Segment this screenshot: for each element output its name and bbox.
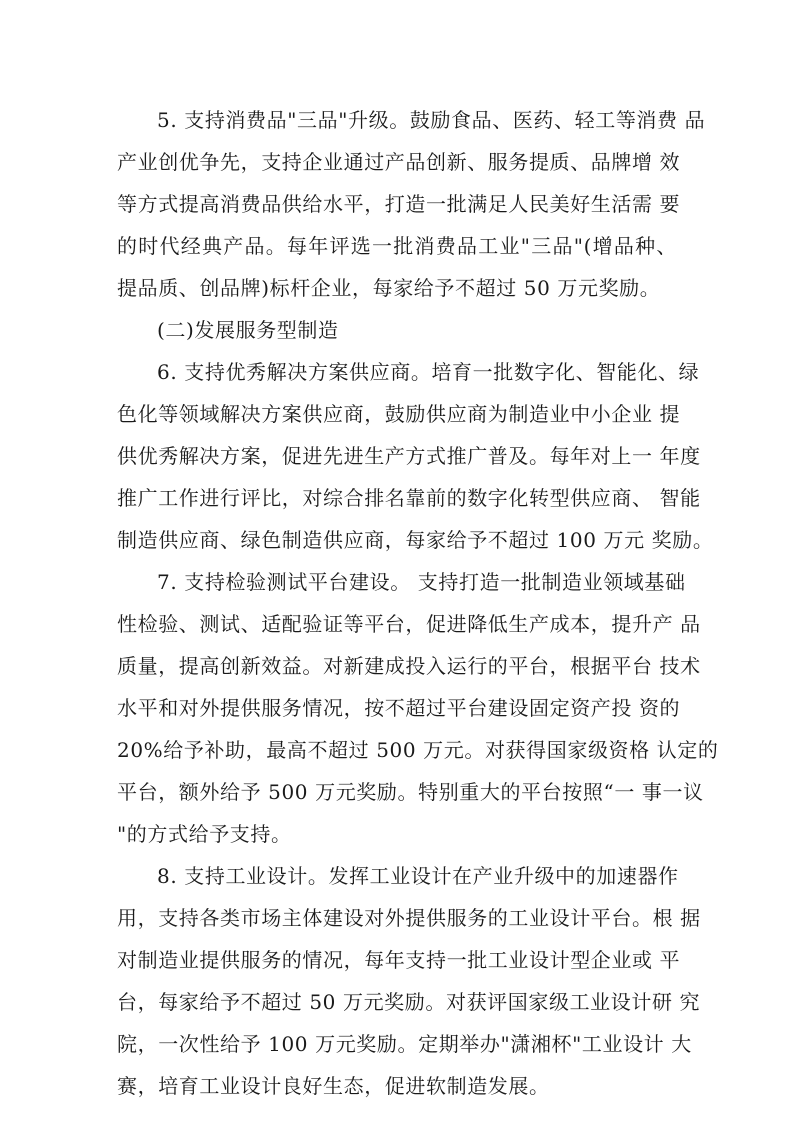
paragraph-5-line-1: 5. 支持消费品"三品"升级。鼓励食品、医药、轻工等消费 品 — [157, 108, 706, 132]
paragraph-8-line-5: 院，一次性给予 100 万元奖励。定期举办"潇湘杯"工业设计 大 — [117, 1032, 692, 1056]
paragraph-7-line-7: "的方式给予支持。 — [117, 822, 292, 846]
paragraph-6-line-1: 6. 支持优秀解决方案供应商。培育一批数字化、智能化、绿 — [157, 360, 700, 384]
paragraph-5-line-5: 提品质、创品牌)标杆企业，每家给予不超过 50 万元奖励。 — [117, 276, 661, 300]
paragraph-6-line-3: 供优秀解决方案，促进先进生产方式推广普及。每年对上一 年度 — [117, 444, 701, 468]
paragraph-5-line-2: 产业创优争先，支持企业通过产品创新、服务提质、品牌增 效 — [117, 150, 681, 174]
section-heading: (二)发展服务型制造 — [157, 318, 339, 342]
paragraph-5-line-4: 的时代经典产品。每年评选一批消费品工业"三品"(增品种、 — [117, 234, 677, 258]
paragraph-7-line-4: 水平和对外提供服务情况，按不超过平台建设固定资产投 资的 — [117, 696, 681, 720]
paragraph-8-line-1: 8. 支持工业设计。发挥工业设计在产业升级中的加速器作 — [157, 864, 679, 888]
paragraph-5-line-3: 等方式提高消费品供给水平，打造一批满足人民美好生活需 要 — [117, 192, 681, 216]
paragraph-8-line-6: 赛，培育工业设计良好生态，促进软制造发展。 — [117, 1074, 550, 1098]
paragraph-7-line-3: 质量，提高创新效益。对新建成投入运行的平台，根据平台 技术 — [117, 654, 701, 678]
paragraph-7-line-5: 20%给予补助，最高不超过 500 万元。对获得国家级资格 认定的 — [117, 738, 719, 762]
paragraph-8-line-4: 台，每家给予不超过 50 万元奖励。对获评国家级工业设计研 究 — [117, 990, 701, 1014]
paragraph-7-line-6: 平台，额外给予 500 万元奖励。特别重大的平台按照“一 事一议 — [117, 780, 704, 804]
paragraph-8-line-2: 用，支持各类市场主体建设对外提供服务的工业设计平台。根 据 — [117, 906, 701, 930]
paragraph-6-line-2: 色化等领域解决方案供应商，鼓励供应商为制造业中小企业 提 — [117, 402, 681, 426]
paragraph-8-line-3: 对制造业提供服务的情况，每年支持一批工业设计型企业或 平 — [117, 948, 681, 972]
paragraph-6-line-5: 制造供应商、绿色制造供应商，每家给予不超过 100 万元 奖励。 — [117, 528, 714, 552]
paragraph-7-line-1: 7. 支持检验测试平台建设。 支持打造一批制造业领域基础 — [157, 570, 686, 594]
paragraph-7-line-2: 性检验、测试、适配验证等平台，促进降低生产成本，提升产 品 — [117, 612, 701, 636]
paragraph-6-line-4: 推广工作进行评比，对综合排名靠前的数字化转型供应商、 智能 — [117, 486, 701, 510]
